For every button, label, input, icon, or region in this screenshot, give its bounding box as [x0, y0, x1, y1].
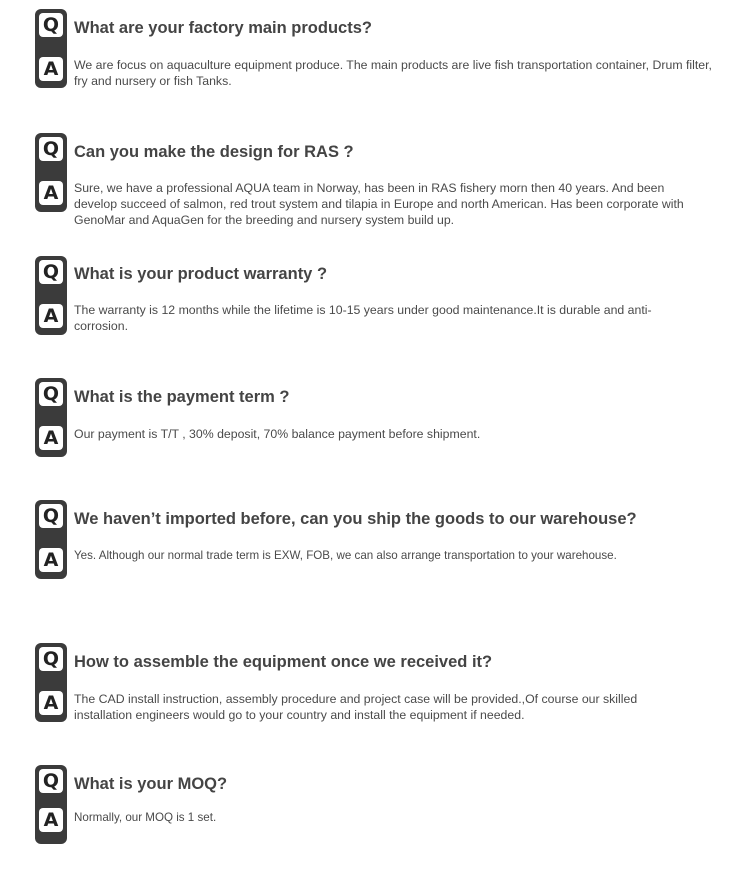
faq-answer: We are focus on aquaculture equipment produce. The main products are live fish transportation container, Drum filter, fry and nursery or fish Tanks. — [74, 58, 712, 88]
faq-question: What are your factory main products? — [74, 19, 372, 37]
faq-answer: Sure, we have a professional AQUA team in Norway, has been in RAS fishery morn then 40 years. And been develop succeed of salmon, red trout system and tilapia in Europe and north American. Has been corporate with GenoMar and AquaGen for the breeding and nursery system build up. — [74, 181, 684, 227]
answer-marker-icon: A — [39, 691, 63, 715]
faq-answer: Normally, our MOQ is 1 set. — [74, 811, 217, 824]
answer-marker-icon: A — [39, 181, 63, 205]
question-marker-icon: Q — [39, 137, 63, 161]
question-marker-icon: Q — [39, 504, 63, 528]
question-marker-icon: Q — [39, 382, 63, 406]
answer-marker-icon: A — [39, 57, 63, 81]
question-marker-icon: Q — [39, 647, 63, 671]
faq-question: Can you make the design for RAS ? — [74, 143, 354, 161]
answer-marker-icon: A — [39, 304, 63, 328]
faq-answer: The warranty is 12 months while the lifetime is 10-15 years under good maintenance.It is durable and anti-corrosion. — [74, 303, 652, 333]
question-marker-icon: Q — [39, 260, 63, 284]
faq-answer: Our payment is T/T , 30% deposit, 70% balance payment before shipment. — [74, 427, 481, 441]
faq-question: What is the payment term ? — [74, 388, 290, 406]
faq-question: How to assemble the equipment once we received it? — [74, 653, 493, 671]
answer-marker-icon: A — [39, 426, 63, 450]
answer-marker-icon: A — [39, 808, 63, 832]
answer-marker-icon: A — [39, 548, 63, 572]
faq-answer: The CAD install instruction, assembly procedure and project case will be provided.,Of course our skilled installation engineers would go to your country and install the equipment if needed. — [74, 692, 638, 722]
faq-question: What is your product warranty ? — [74, 265, 328, 283]
faq-question: We haven’t imported before, can you ship the goods to our warehouse? — [74, 510, 637, 528]
question-marker-icon: Q — [39, 769, 63, 793]
question-marker-icon: Q — [39, 13, 63, 37]
faq-question: What is your MOQ? — [74, 775, 228, 793]
faq-answer: Yes. Although our normal trade term is EXW, FOB, we can also arrange transportation to your warehouse. — [74, 549, 617, 562]
